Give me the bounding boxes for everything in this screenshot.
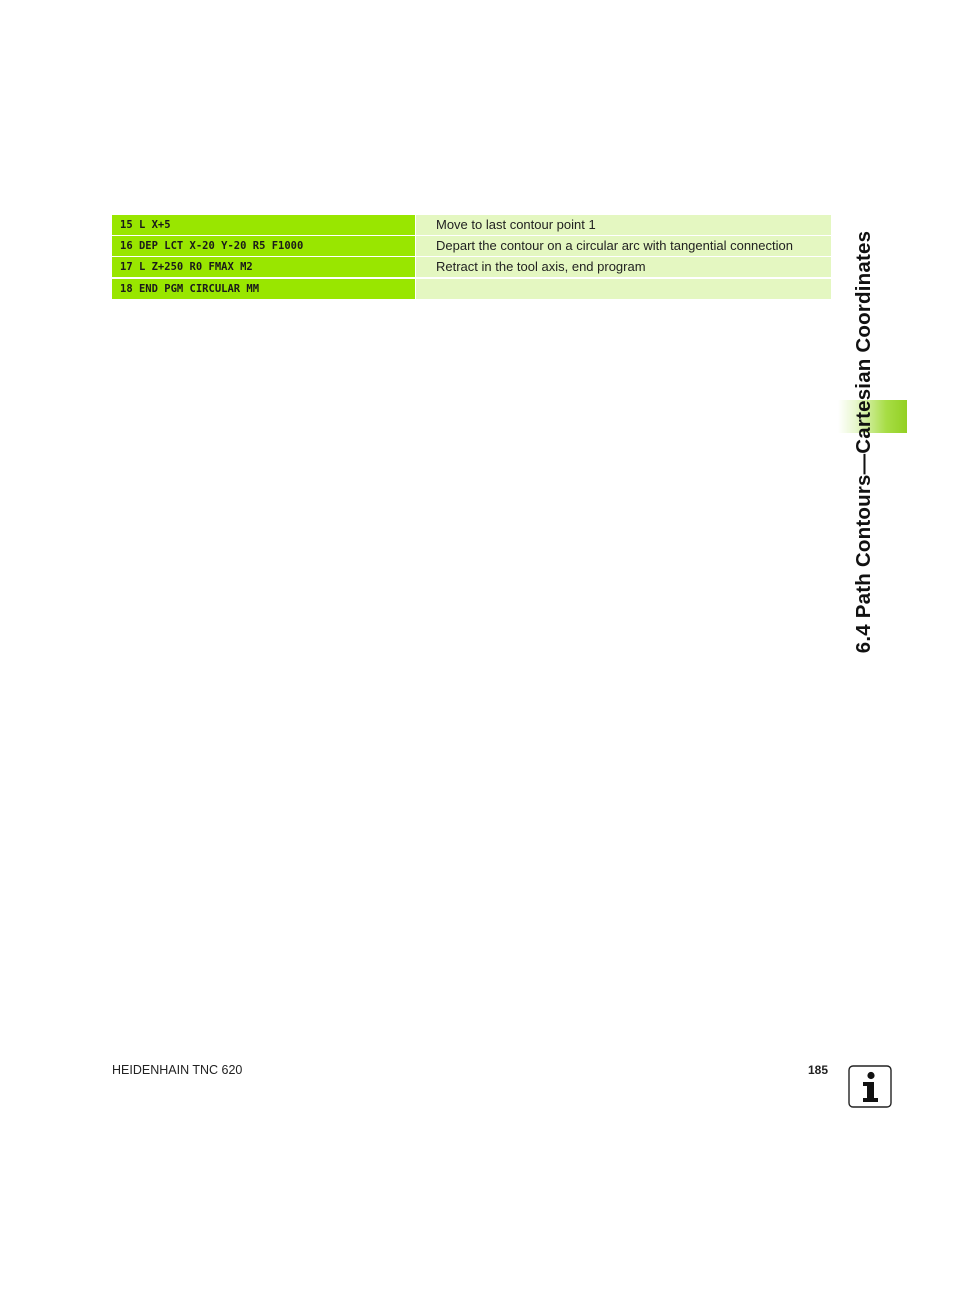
table-row bbox=[112, 279, 831, 299]
program-code-cell: 16 DEP LCT X-20 Y-20 R5 F1000 bbox=[112, 236, 415, 256]
program-code-cell: 17 L Z+250 R0 FMAX M2 bbox=[112, 257, 415, 277]
table-row bbox=[112, 257, 831, 277]
program-description-cell: Depart the contour on a circular arc with tangential connection bbox=[416, 236, 831, 256]
program-table bbox=[112, 215, 831, 300]
table-row bbox=[112, 215, 831, 235]
table-row bbox=[112, 236, 831, 256]
program-code-cell: 18 END PGM CIRCULAR MM bbox=[112, 279, 415, 299]
footer-manual-title: HEIDENHAIN TNC 620 bbox=[112, 1063, 243, 1077]
program-description-cell bbox=[416, 279, 831, 299]
program-description-cell: Move to last contour point 1 bbox=[416, 215, 831, 235]
info-icon bbox=[848, 1065, 892, 1108]
program-code-cell: 15 L X+5 bbox=[112, 215, 415, 235]
section-side-title: 6.4 Path Contours—Cartesian Coordinates bbox=[852, 230, 875, 654]
page-number: 185 bbox=[808, 1063, 829, 1077]
program-description-cell: Retract in the tool axis, end program bbox=[416, 257, 831, 277]
